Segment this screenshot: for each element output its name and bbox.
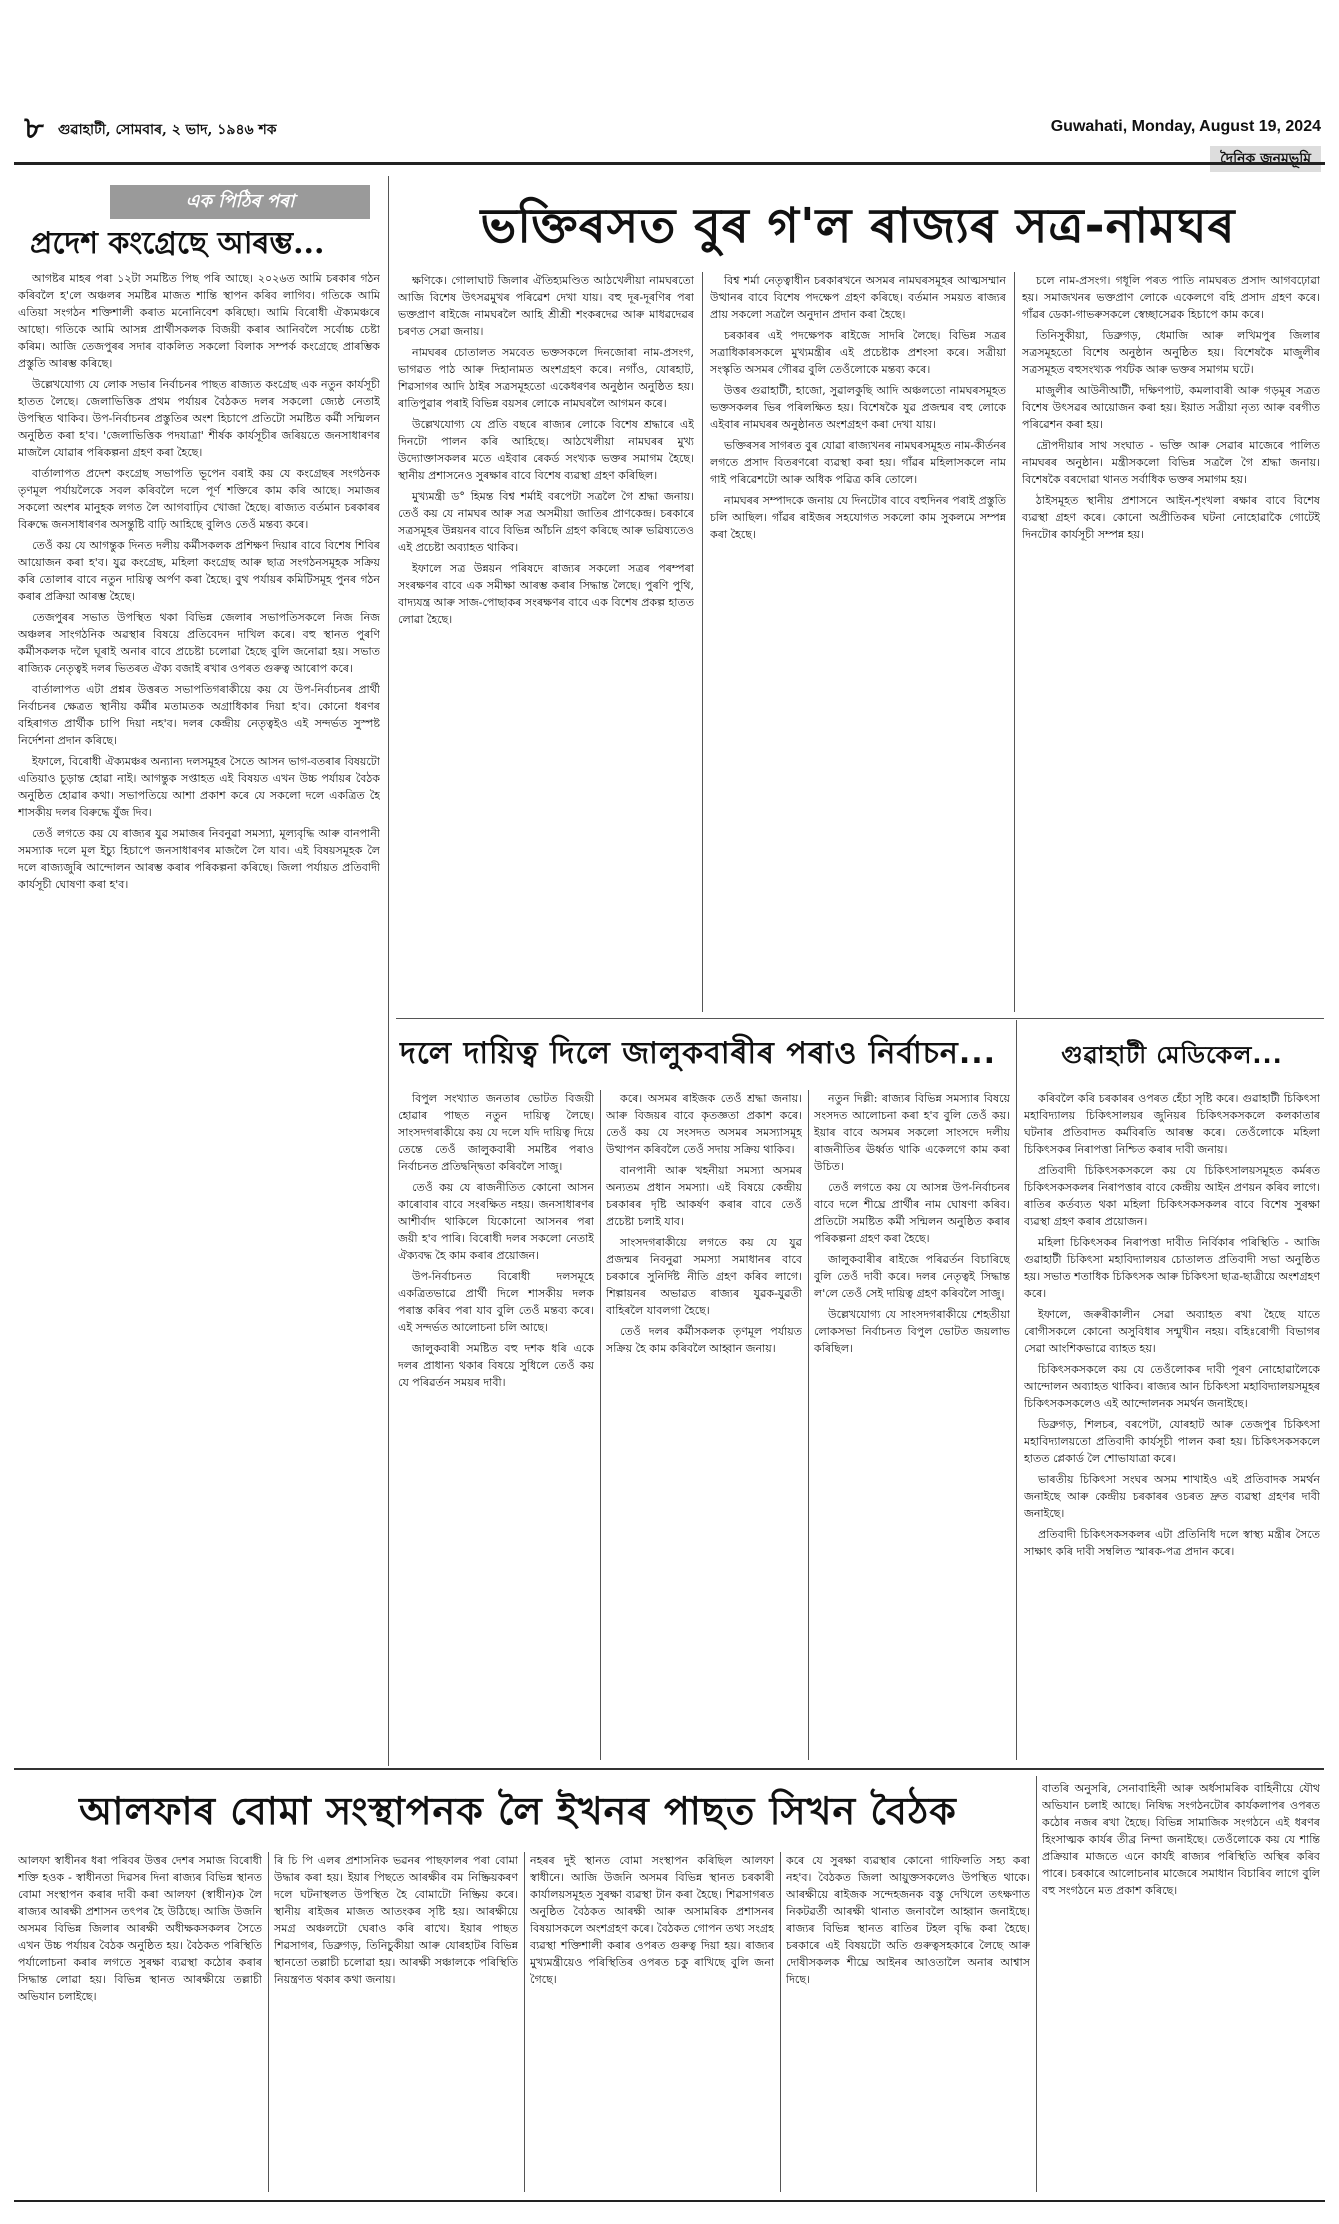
right-story-paragraph: ভাৰতীয় চিকিৎসা সংঘৰ অসম শাখাইও এই প্ৰতিবাদক সমৰ্থন জনাইছে আৰু কেন্দ্ৰীয় চৰকাৰৰ ওচৰত দ্ৰুত ব্যৱস্থা গ্ৰহণৰ দাবী জনাইছে। <box>1024 1473 1320 1520</box>
right-story-paragraph: ডিব্ৰুগড়, শিলচৰ, বৰপেটা, যোৰহাট আৰু তেজপুৰ চিকিৎসা মহাবিদ্যালয়তো প্ৰতিবাদী কাৰ্যসূচী পালন কৰা হয়। চিকিৎসকসকলে হাতত প্লেকাৰ্ড লৈ শোভাযাত্ৰা কৰে। <box>1024 1418 1320 1465</box>
right-story-headline: গুৱাহাটী মেডিকেল... <box>1061 1041 1283 1069</box>
right-story-body <box>1024 1090 1320 1760</box>
header-rule <box>14 162 1325 165</box>
mid-story-paragraph: উপ-নিৰ্বাচনত বিৰোধী দলসমূহে একত্ৰিতভাৱে প্ৰাৰ্থী দিলে শাসকীয় দলক পৰাস্ত কৰিব পৰা যাব বুলি তেওঁ মন্তব্য কৰে। এই সন্দৰ্ভত আলোচনা চলি আছে। <box>398 1270 594 1334</box>
column-divider <box>702 272 703 1012</box>
mid-story-paragraph: জালুকবাৰী সমষ্টিত বহু দশক ধৰি একে দলৰ প্ৰাধান্য থকাৰ বিষয়ে সুধিলে তেওঁ কয় যে পৰিৱৰ্তন সময়ৰ দাবী। <box>398 1342 594 1389</box>
right-story-paragraph: প্ৰতিবাদী চিকিৎসকসকলে কয় যে চিকিৎসালয়সমূহত কৰ্মৰত চিকিৎসকসকলৰ নিৰাপত্তাৰ বাবে কেন্দ্ৰীয় আইন প্ৰণয়ন কৰিব লাগে। ৰাতিৰ কৰ্তব্যত থকা মহিলা চিকিৎসকসকলৰ বাবে বিশেষ সুৰক্ষা ব্যৱস্থা গ্ৰহণ কৰাৰ প্ৰয়োজন। <box>1024 1164 1320 1228</box>
mid-story-paragraph: বানপানী আৰু খহনীয়া সমস্যা অসমৰ অন্যতম প্ৰধান সমস্যা। এই বিষয়ে কেন্দ্ৰীয় চৰকাৰৰ দৃষ্টি আকৰ্ষণ কৰাৰ বাবে তেওঁ প্ৰচেষ্টা চলাই যাব। <box>606 1164 802 1228</box>
left-story-paragraph: ইফালে, বিৰোধী ঐক্যমঞ্চৰ অন্যান্য দলসমূহৰ সৈতে আসন ভাগ-বতৰাৰ বিষয়টো এতিয়াও চূড়ান্ত হোৱা নাই। আগন্তুক সপ্তাহত এই বিষয়ত এখন উচ্চ পৰ্যায়ৰ বৈঠক অনুষ্ঠিত হোৱাৰ কথা। সভাপতিয়ে আশা প্ৰকাশ কৰে যে সকলো দলে একত্ৰিত হৈ শাসকীয় দলৰ বিৰুদ্ধে যুঁজ দিব। <box>18 755 380 819</box>
left-story-headline: প্ৰদেশ কংগ্ৰেছে আৰম্ভ... <box>30 226 325 261</box>
top-story-paragraph: তিনিসুকীয়া, ডিব্ৰুগড়, ধেমাজি আৰু লখিমপুৰ জিলাৰ সত্ৰসমূহতো বিশেষ অনুষ্ঠান অনুষ্ঠিত হয়। বিশেষকৈ মাজুলীৰ সত্ৰসমূহত বহুসংখ্যক পৰ্যটক আৰু ভক্তৰ সমাগম ঘটে। <box>1022 329 1320 376</box>
column-divider <box>268 1852 269 2192</box>
right-story-paragraph: মহিলা চিকিৎসকৰ নিৰাপত্তা দাবীত নিৰ্বিকাৰ পৰিস্থিতি - আজি গুৱাহাটী চিকিৎসা মহাবিদ্যালয়ৰ চোতালত প্ৰতিবাদী সভা অনুষ্ঠিত হয়। সভাত শতাধিক চিকিৎসক আৰু চিকিৎসা ছাত্ৰ-ছাত্ৰীয়ে অংশগ্ৰহণ কৰে। <box>1024 1236 1320 1300</box>
top-story-paragraph: ইফালে সত্ৰ উন্নয়ন পৰিষদে ৰাজ্যৰ সকলো সত্ৰৰ পৰম্পৰা সংৰক্ষণৰ বাবে এক সমীক্ষা আৰম্ভ কৰাৰ সিদ্ধান্ত লৈছে। পুৰণি পুথি, বাদ্যযন্ত্ৰ আৰু সাজ-পোছাকৰ সংৰক্ষণৰ বাবে এক বিশেষ প্ৰকল্প হাতত লোৱা হৈছে। <box>398 562 694 626</box>
mid-story-headline: দলে দায়িত্ব দিলে জালুকবাৰীৰ পৰাও নিৰ্বাচন... <box>399 1036 997 1071</box>
section-divider <box>396 1018 1324 1019</box>
mid-story-col1 <box>398 1090 594 1760</box>
top-story-col2 <box>710 272 1006 1012</box>
page-number: ৮ <box>24 111 44 146</box>
mid-story-paragraph: নতুন দিল্লী: ৰাজ্যৰ বিভিন্ন সমস্যাৰ বিষয়ে সংসদত আলোচনা কৰা হ'ব বুলি তেওঁ কয়। ইয়াৰ বাবে অসমৰ সকলো সাংসদে দলীয় ৰাজনীতিৰ ঊৰ্ধ্বত থাকি একেলগে কাম কৰা উচিত। <box>814 1092 1010 1173</box>
column-divider <box>808 1090 809 1760</box>
column-divider <box>600 1090 601 1760</box>
left-story-paragraph: তেওঁ কয় যে আগন্তুক দিনত দলীয় কৰ্মীসকলক প্ৰশিক্ষণ দিয়াৰ বাবে বিশেষ শিবিৰ আয়োজন কৰা হ'ব। যুৱ কংগ্ৰেছ, মহিলা কংগ্ৰেছ আৰু ছাত্ৰ সংগঠনসমূহক সক্ৰিয় কৰি তোলাৰ বাবে নতুন দায়িত্ব অৰ্পণ কৰা হৈছে। বুথ পৰ্যায়ৰ কমিটিসমূহ পুনৰ গঠন কৰাৰ প্ৰক্ৰিয়া আৰম্ভ হৈছে। <box>18 539 380 603</box>
top-story-col3 <box>1022 272 1320 1012</box>
top-story-paragraph: ভক্তিৰসৰ সাগৰত বুৰ যোৱা ৰাজ্যখনৰ নামঘৰসমূহত নাম-কীৰ্তনৰ লগতে প্ৰসাদ বিতৰণৰো ব্যৱস্থা কৰা হয়। গাঁৱৰ মহিলাসকলে নাম গাই পৰিৱেশটো আৰু অধিক পৱিত্ৰ কৰি তোলে। <box>710 439 1006 486</box>
mid-story-paragraph: তেওঁ কয় যে ৰাজনীতিত কোনো আসন কাৰোবাৰ বাবে সংৰক্ষিত নহয়। জনসাধাৰণৰ আশীৰ্বাদ থাকিলে যিকোনো আসনৰ পৰা জয়ী হ'ব পাৰি। বিৰোধী দলৰ সকলো নেতাই ঐক্যবদ্ধ হৈ কাম কৰাৰ প্ৰয়োজন। <box>398 1181 594 1262</box>
mid-story-paragraph: সাংসদগৰাকীয়ে লগতে কয় যে যুৱ প্ৰজন্মৰ নিবনুৱা সমস্যা সমাধানৰ বাবে চৰকাৰে সুনিৰ্দিষ্ট নীতি গ্ৰহণ কৰিব লাগে। শিল্পায়নৰ অভাৱত ৰাজ্যৰ যুৱক-যুৱতী বাহিৰলৈ যাবলগা হৈছে। <box>606 1236 802 1317</box>
left-story-paragraph: উল্লেখযোগ্য যে লোক সভাৰ নিৰ্বাচনৰ পাছত ৰাজ্যত কংগ্ৰেছ এক নতুন কাৰ্যসূচী হাতত লৈছে। জেলাভিত্তিক প্ৰথম পৰ্যায়ৰ বৈঠকত দলৰ সকলো জ্যেষ্ঠ নেতাই উপস্থিত থাকিব। উপ-নিৰ্বাচনৰ প্ৰস্তুতিৰ অংশ হিচাপে প্ৰতিটো সমষ্টিত কৰ্মী সন্মিলন অনুষ্ঠিত কৰা হ'ব। 'জেলাভিত্তিক পদযাত্ৰা' শীৰ্ষক কাৰ্যসূচীৰ জৰিয়তে জনসাধাৰণৰ মাজলৈ যোৱাৰ পৰিকল্পনা গ্ৰহণ কৰা হৈছে। <box>18 378 380 459</box>
mid-story-paragraph: তেওঁ লগতে কয় যে আসন্ন উপ-নিৰ্বাচনৰ বাবে দলে শীঘ্ৰে প্ৰাৰ্থীৰ নাম ঘোষণা কৰিব। প্ৰতিটো সমষ্টিত কৰ্মী সন্মিলন অনুষ্ঠিত কৰাৰ পৰিকল্পনা গ্ৰহণ কৰা হৈছে। <box>814 1181 1010 1245</box>
left-story-paragraph: তেজপুৰৰ সভাত উপস্থিত থকা বিভিন্ন জেলাৰ সভাপতিসকলে নিজ নিজ অঞ্চলৰ সাংগঠনিক অৱস্থাৰ বিষয়ে প্ৰতিবেদন দাখিল কৰে। বহু স্থানত পুৰণি কৰ্মীসকলক দলৈ ঘূৰাই অনাৰ বাবে প্ৰচেষ্টা চলোৱা হৈছে বুলি জনোৱা হয়। সভাত ৰাজ্যিক নেতৃত্বই দলৰ ভিতৰত ঐক্য বজাই ৰখাৰ ওপৰত গুৰুত্ব আৰোপ কৰে। <box>18 611 380 675</box>
top-story-paragraph: দ্ৰৌপদীয়াৰ সাথ সংঘাত - ভক্তি আৰু সেৱাৰ মাজেৰে পালিত নামঘৰৰ অনুষ্ঠান। মন্ত্ৰীসকলো বিভিন্ন সত্ৰলৈ গৈ শ্ৰদ্ধা জনায়। বিশেষকৈ বৰদোৱা থানত সৰ্বাধিক ভক্তৰ সমাগম হয়। <box>1022 439 1320 486</box>
top-story-paragraph: চৰকাৰৰ এই পদক্ষেপক ৰাইজে সাদৰি লৈছে। বিভিন্ন সত্ৰৰ সত্ৰাধিকাৰসকলে মুখ্যমন্ত্ৰীৰ এই প্ৰচেষ্টাক প্ৰশংসা কৰে। সত্ৰীয়া সংস্কৃতি অসমৰ গৌৰৱ বুলি তেওঁলোকে মন্তব্য কৰে। <box>710 329 1006 376</box>
left-story-paragraph: বাৰ্তালাপত প্ৰদেশ কংগ্ৰেছ সভাপতি ভূপেন বৰাই কয় যে কংগ্ৰেছৰ সংগঠনক তৃণমূল পৰ্যায়লৈকে সবল কৰিবলৈ দলে পূৰ্ণ শক্তিৰে কাম কৰি আছে। সমাজৰ সকলো অংশৰ মানুহক লগত লৈ আগবাঢ়িব খোজা হৈছে। ৰাজ্যত বৰ্তমান চৰকাৰৰ বিৰুদ্ধে জনসাধাৰণৰ অসন্তুষ্টি বাঢ়ি আহিছে বুলিও তেওঁ মন্তব্য কৰে। <box>18 467 380 531</box>
mid-story-col2 <box>606 1090 802 1760</box>
left-story-body <box>18 270 380 1490</box>
left-story-paragraph: তেওঁ লগতে কয় যে ৰাজ্যৰ যুৱ সমাজৰ নিবনুৱা সমস্যা, মূল্যবৃদ্ধি আৰু বানপানী সমস্যাক দলে মূল ইচ্যু হিচাপে জনসাধাৰণৰ মাজলৈ লৈ যাব। এই বিষয়সমূহক লৈ দলে ৰাজ্যজুৰি আন্দোলন আৰম্ভ কৰাৰ পৰিকল্পনা কৰিছে। জিলা পৰ্যায়ত প্ৰতিবাদী কাৰ্যসূচী ঘোষণা কৰা হ'ব। <box>18 827 380 891</box>
left-story-paragraph: বাৰ্তালাপত এটা প্ৰশ্নৰ উত্তৰত সভাপতিগৰাকীয়ে কয় যে উপ-নিৰ্বাচনৰ প্ৰাৰ্থী নিৰ্বাচনৰ ক্ষেত্ৰত স্থানীয় কৰ্মীৰ মতামতক অগ্ৰাধিকাৰ দিয়া হ'ব। কোনো ধৰণৰ বহিৰাগত প্ৰাৰ্থীক চাপি দিয়া নহ'ব। দলৰ কেন্দ্ৰীয় নেতৃত্বইও এই সন্দৰ্ভত সুস্পষ্ট নিৰ্দেশনা প্ৰদান কৰিছে। <box>18 683 380 747</box>
bottom-story-headline: আলফাৰ বোমা সংস্থাপনক লৈ ইখনৰ পাছত সিখন বৈঠক <box>79 1789 957 1833</box>
top-story-paragraph: ঠাইসমূহত স্থানীয় প্ৰশাসনে আইন-শৃংখলা ৰক্ষাৰ বাবে বিশেষ ব্যৱস্থা গ্ৰহণ কৰে। কোনো অপ্ৰীতিকৰ ঘটনা নোহোৱাকৈ গোটেই দিনটোৰ কাৰ্যসূচী সম্পন্ন হয়। <box>1022 494 1320 541</box>
bottom-story-col3: নহৰৰ দুই স্থানত বোমা সংস্থাপন কৰিছিল আলফা স্বাধীনে। আজি উজনি অসমৰ বিভিন্ন স্থানত চৰকাৰী কাৰ্যালয়সমূহত সুৰক্ষা ব্যৱস্থা টান কৰা হৈছে। শিৱসাগৰত অনুষ্ঠিত বৈঠকত আৰক্ষী আৰু অসামৰিক প্ৰশাসনৰ বিষয়াসকলে অংশগ্ৰহণ কৰে। বৈঠকত গোপন তথ্য সংগ্ৰহ ব্যৱস্থা শক্তিশালী কৰাৰ ওপৰত গুৰুত্ব দিয়া হয়। ৰাজ্যৰ মুখ্যমন্ত্ৰীয়েও পৰিস্থিতিৰ ওপৰত চকু ৰাখিছে বুলি জনা গৈছে। <box>530 1854 774 1986</box>
top-story-paragraph: চলে নাম-প্ৰসংগ। গধূলি পৰত পাতি নামঘৰত প্ৰসাদ আগবঢ়োৱা হয়। সমাজখনৰ ভক্তপ্ৰাণ লোকে একেলগে বহি প্ৰসাদ গ্ৰহণ কৰে। গাঁৱৰ ডেকা-গাভৰুসকলে স্বেচ্ছাসেৱক হিচাপে কাম কৰে। <box>1022 274 1320 321</box>
mid-story-paragraph: উল্লেখযোগ্য যে সাংসদগৰাকীয়ে শেহতীয়া লোকসভা নিৰ্বাচনত বিপুল ভোটত জয়লাভ কৰিছিল। <box>814 1308 1010 1355</box>
right-story-paragraph: চিকিৎসকসকলে কয় যে তেওঁলোকৰ দাবী পূৰণ নোহোৱালৈকে আন্দোলন অব্যাহত থাকিব। ৰাজ্যৰ আন চিকিৎসা মহাবিদ্যালয়সমূহৰ চিকিৎসকসকলেও এই আন্দোলনক সমৰ্থন জনাইছে। <box>1024 1363 1320 1410</box>
bottom-story-col1: আলফা স্বাধীনৰ ধৰা পৰিবৰ উত্তৰ দেশৰ সমাজ বিৰোধী শক্তি হওক - স্বাধীনতা দিৱসৰ দিনা ৰাজ্যৰ বিভিন্ন স্থানত বোমা সংস্থাপন কৰাৰ দাবী কৰা আলফা (স্বাধীন)ক লৈ ৰাজ্যৰ আৰক্ষী প্ৰশাসন তৎপৰ হৈ উঠিছে। আজি উজনি অসমৰ বিভিন্ন জিলাৰ আৰক্ষী অধীক্ষকসকলৰ সৈতে এখন উচ্চ পৰ্যায়ৰ বৈঠক অনুষ্ঠিত হয়। বৈঠকত পৰিস্থিতি পৰ্যালোচনা কৰাৰ লগতে সুৰক্ষা ব্যৱস্থা কঠোৰ কৰাৰ সিদ্ধান্ত লোৱা হয়। বিভিন্ন স্থানত আৰক্ষীয়ে তল্লাচী অভিযান চলাইছে। <box>18 1854 262 2003</box>
column-divider <box>1016 1020 1017 1760</box>
right-story-paragraph: কৰিবলৈ কৰি চৰকাৰৰ ওপৰত হেঁচা সৃষ্টি কৰে। গুৱাহাটী চিকিৎসা মহাবিদ্যালয় চিকিৎসালয়ৰ জুনিয়ৰ চিকিৎসকসকলে কলকাতাৰ ঘটনাৰ প্ৰতিবাদত কৰ্মবিৰতি আৰম্ভ কৰে। তেওঁলোকে মহিলা চিকিৎসকৰ নিৰাপত্তা নিশ্চিত কৰাৰ দাবী জনায়। <box>1024 1092 1320 1156</box>
top-story-paragraph: উল্লেখযোগ্য যে প্ৰতি বছৰে ৰাজ্যৰ লোকে বিশেষ শ্ৰদ্ধাৰে এই দিনটো পালন কৰি আহিছে। আঠখেলীয়া নামঘৰৰ মুখ্য উদ্যোক্তাসকলৰ মতে এইবাৰ ৰেকৰ্ড সংখ্যক ভক্তৰ সমাগম হৈছে। স্থানীয় প্ৰশাসনেও সুৰক্ষাৰ বাবে বিশেষ ব্যৱস্থা গ্ৰহণ কৰিছিল। <box>398 418 694 482</box>
column-divider <box>1014 272 1015 1012</box>
top-story-paragraph: মাজুলীৰ আউনীআটী, দক্ষিণপাট, কমলাবাৰী আৰু গড়মূৰ সত্ৰত বিশেষ উৎসৱৰ আয়োজন কৰা হয়। ইয়াত সত্ৰীয়া নৃত্য আৰু বৰগীত পৰিৱেশন কৰা হয়। <box>1022 384 1320 431</box>
top-story-headline: ভক্তিৰসত বুৰ গ'ল ৰাজ্যৰ সত্ৰ-নামঘৰ <box>480 198 1236 254</box>
top-story-paragraph: ক্ষণিকে। গোলাঘাট জিলাৰ ঐতিহ্যমণ্ডিত আঠখেলীয়া নামঘৰতো আজি বিশেষ উৎসৱমুখৰ পৰিৱেশ দেখা যায়। বহু দূৰ-দূৰণিৰ পৰা ভক্তপ্ৰাণ ৰাইজে নামঘৰলৈ আহি শ্ৰীশ্ৰী শংকৰদেৱ আৰু মাধৱদেৱৰ চৰণত সেৱা জনায়। <box>398 274 694 338</box>
footer-rule <box>14 2200 1325 2202</box>
top-story-paragraph: উত্তৰ গুৱাহাটী, হাজো, সুৱালকুছি আদি অঞ্চলতো নামঘৰসমূহত ভক্তসকলৰ ভিৰ পৰিলক্ষিত হয়। বিশেষকৈ যুৱ প্ৰজন্মৰ বহু লোকে এইবাৰ নামঘৰৰ অনুষ্ঠানত অংশগ্ৰহণ কৰা দেখা যায়। <box>710 384 1006 431</box>
mid-story-paragraph: কৰে। অসমৰ ৰাইজক তেওঁ শ্ৰদ্ধা জনায়। আৰু বিজয়ৰ বাবে কৃতজ্ঞতা প্ৰকাশ কৰে। তেওঁ কয় যে সংসদত অসমৰ সমস্যাসমূহ উত্থাপন কৰিবলৈ তেওঁ সদায় সক্ৰিয় থাকিব। <box>606 1092 802 1156</box>
mid-story-paragraph: তেওঁ দলৰ কৰ্মীসকলক তৃণমূল পৰ্যায়ত সক্ৰিয় হৈ কাম কৰিবলৈ আহ্বান জনায়। <box>606 1325 802 1355</box>
column-divider <box>780 1852 781 2192</box>
dateline-english: Guwahati, Monday, August 19, 2024 <box>1050 118 1321 135</box>
top-story-paragraph: নামঘৰৰ চোতালত সমবেত ভক্তসকলে দিনজোৰা নাম-প্ৰসংগ, ভাগৱত পাঠ আৰু দিহানামত অংশগ্ৰহণ কৰে। নগাঁও, যোৰহাট, শিৱসাগৰ আদি ঠাইৰ সত্ৰসমূহতো একেধৰণৰ অনুষ্ঠান অনুষ্ঠিত হয়। ৰাতিপুৱাৰ পৰাই বিভিন্ন বয়সৰ লোকে নামঘৰলৈ আগমন কৰে। <box>398 346 694 410</box>
left-story-paragraph: আগষ্টৰ মাহৰ পৰা ১২টা সমষ্টিত পিছ পৰি আছে। ২০২৬ত আমি চৰকাৰ গঠন কৰিবলৈ হ'লে অঞ্চলৰ সমষ্টিৰ মাজত শান্তি স্থাপন কৰিব লাগিব। গতিকে আমি এতিয়া সংগঠন শক্তিশালী কৰাত মনোনিবেশ কৰিছো। আমি বিৰোধী ঐক্যমঞ্চৰে আছো। গতিকে আমি আসন্ন প্ৰাৰ্থীসকলক বিজয়ী কৰাৰ আনিবলৈ সৰ্বোচ্চ চেষ্টা কৰিম। আজি তেজপুৰৰ সদাৰ বাকলিত সকলো বিলাক সম্পৰ্ক কংগ্ৰেছে প্ৰাৰম্ভিক প্ৰস্তুতি আৰম্ভ কৰিছে। <box>18 272 380 370</box>
bottom-story-col2: ৰি চি পি এলৰ প্ৰশাসনিক ভৱনৰ পাছফালৰ পৰা বোমা উদ্ধাৰ কৰা হয়। ইয়াৰ পিছতে আৰক্ষীৰ বম নিষ্ক্ৰিয়কৰণ দলে ঘটনাস্থলত উপস্থিত হৈ বোমাটো নিষ্ক্ৰিয় কৰে। স্থানীয় ৰাইজৰ মাজত আতংকৰ সৃষ্টি হয়। আৰক্ষীয়ে সমগ্ৰ অঞ্চলটো ঘেৰাও কৰি ৰাখে। ইয়াৰ পাছত শিৱসাগৰ, ডিব্ৰুগড়, তিনিচুকীয়া আৰু যোৰহাটৰ বিভিন্ন স্থানতো তল্লাচী চলোৱা হয়। আৰক্ষী সঞ্চালকে পৰিস্থিতি নিয়ন্ত্ৰণত থকাৰ কথা জনায়। <box>274 1854 518 1986</box>
masthead: দৈনিক জনমভূমি <box>1210 146 1321 172</box>
top-story-paragraph: নামঘৰৰ সম্পাদকে জনায় যে দিনটোৰ বাবে বহুদিনৰ পৰাই প্ৰস্তুতি চলি আছিল। গাঁৱৰ ৰাইজৰ সহযোগত সকলো কাম সুকলমে সম্পন্ন কৰা হৈছে। <box>710 494 1006 541</box>
column-divider <box>524 1852 525 2192</box>
column-divider <box>1036 1776 1037 2192</box>
column-divider <box>388 176 389 1766</box>
top-story-col1 <box>398 272 694 1012</box>
section-label: এক পিঠিৰ পৰা <box>110 185 370 219</box>
top-story-paragraph: বিশ্ব শৰ্মা নেতৃত্বাধীন চৰকাৰখনে অসমৰ নামঘৰসমূহৰ আত্মসম্মান উত্থানৰ বাবে বিশেষ পদক্ষেপ গ্ৰহণ কৰিছে। বৰ্তমান সময়ত ৰাজ্যৰ প্ৰায় সকলো সত্ৰলৈ অনুদান প্ৰদান কৰা হৈছে। <box>710 274 1006 321</box>
mid-story-col3 <box>814 1090 1010 1760</box>
mid-story-paragraph: জালুকবাৰীৰ ৰাইজে পৰিৱৰ্তন বিচাৰিছে বুলি তেওঁ দাবী কৰে। দলৰ নেতৃত্বই সিদ্ধান্ত ল'লে তেওঁ সেই দায়িত্ব গ্ৰহণ কৰিবলৈ সাজু। <box>814 1253 1010 1300</box>
top-story-paragraph: মুখ্যমন্ত্ৰী ড° হিমন্ত বিশ্ব শৰ্মাই বৰপেটা সত্ৰলৈ গৈ শ্ৰদ্ধা জনায়। তেওঁ কয় যে নামঘৰ আৰু সত্ৰ অসমীয়া জাতিৰ প্ৰাণকেন্দ্ৰ। চৰকাৰে সত্ৰসমূহৰ উন্নয়নৰ বাবে বিভিন্ন আঁচনি গ্ৰহণ কৰিছে আৰু ভৱিষ্যতেও এই প্ৰচেষ্টা অব্যাহত থাকিব। <box>398 490 694 554</box>
mid-story-paragraph: বিপুল সংখ্যাত জনতাৰ ভোটত বিজয়ী হোৱাৰ পাছত নতুন দায়িত্ব লৈছে। সাংসদগৰাকীয়ে কয় যে দলে যদি দায়িত্ব দিয়ে তেন্তে তেওঁ জালুকবাৰী সমষ্টিৰ পৰাও নিৰ্বাচনত প্ৰতিদ্বন্দ্বিতা কৰিবলৈ সাজু। <box>398 1092 594 1173</box>
bottom-story-col5: বাতৰি অনুসৰি, সেনাবাহিনী আৰু অৰ্ধসামৰিক বাহিনীয়ে যৌথ অভিযান চলাই আছে। নিষিদ্ধ সংগঠনটোৰ কাৰ্যকলাপৰ ওপৰত কঠোৰ নজৰ ৰখা হৈছে। বিভিন্ন সামাজিক সংগঠনে এই ধৰণৰ হিংসাত্মক কাৰ্যৰ তীব্ৰ নিন্দা জনাইছে। তেওঁলোকে কয় যে শান্তি প্ৰক্ৰিয়াৰ মাজতে এনে কাৰ্যই ৰাজ্যৰ পৰিস্থিতি অস্থিৰ কৰিব পাৰে। চৰকাৰে আলোচনাৰ মাজেৰে সমাধান বিচাৰিব লাগে বুলি বহু সংগঠনে মত প্ৰকাশ কৰিছে। <box>1042 1782 1320 1897</box>
right-story-paragraph: ইফালে, জৰুৰীকালীন সেৱা অব্যাহত ৰখা হৈছে যাতে ৰোগীসকলে কোনো অসুবিধাৰ সন্মুখীন নহয়। বহিঃৰোগী বিভাগৰ সেৱা আংশিকভাৱে ব্যাহত হয়। <box>1024 1308 1320 1355</box>
dateline-assamese: গুৱাহাটী, সোমবাৰ, ২ ভাদ, ১৯৪৬ শক <box>58 122 277 138</box>
section-divider <box>14 1768 1324 1770</box>
bottom-story-col4: কৰে যে সুৰক্ষা ব্যৱস্থাৰ কোনো গাফিলতি সহ্য কৰা নহ'ব। বৈঠকত জিলা আয়ুক্তসকলেও উপস্থিত থাকে। আৰক্ষীয়ে ৰাইজক সন্দেহজনক বস্তু দেখিলে তৎক্ষণাত নিকটৱৰ্তী আৰক্ষী থানাত জনাবলৈ আহ্বান জনাইছে। ৰাজ্যৰ বিভিন্ন স্থানত ৰাতিৰ টহল বৃদ্ধি কৰা হৈছে। চৰকাৰে এই বিষয়টো অতি গুৰুত্বসহকাৰে লৈছে আৰু দোষীসকলক শীঘ্ৰে আইনৰ আওতালৈ অনাৰ আশ্বাস দিছে। <box>786 1854 1030 1986</box>
right-story-paragraph: প্ৰতিবাদী চিকিৎসকসকলৰ এটা প্ৰতিনিধি দলে স্বাস্থ্য মন্ত্ৰীৰ সৈতে সাক্ষাৎ কৰি দাবী সম্বলিত স্মাৰক-পত্ৰ প্ৰদান কৰে। <box>1024 1528 1320 1558</box>
